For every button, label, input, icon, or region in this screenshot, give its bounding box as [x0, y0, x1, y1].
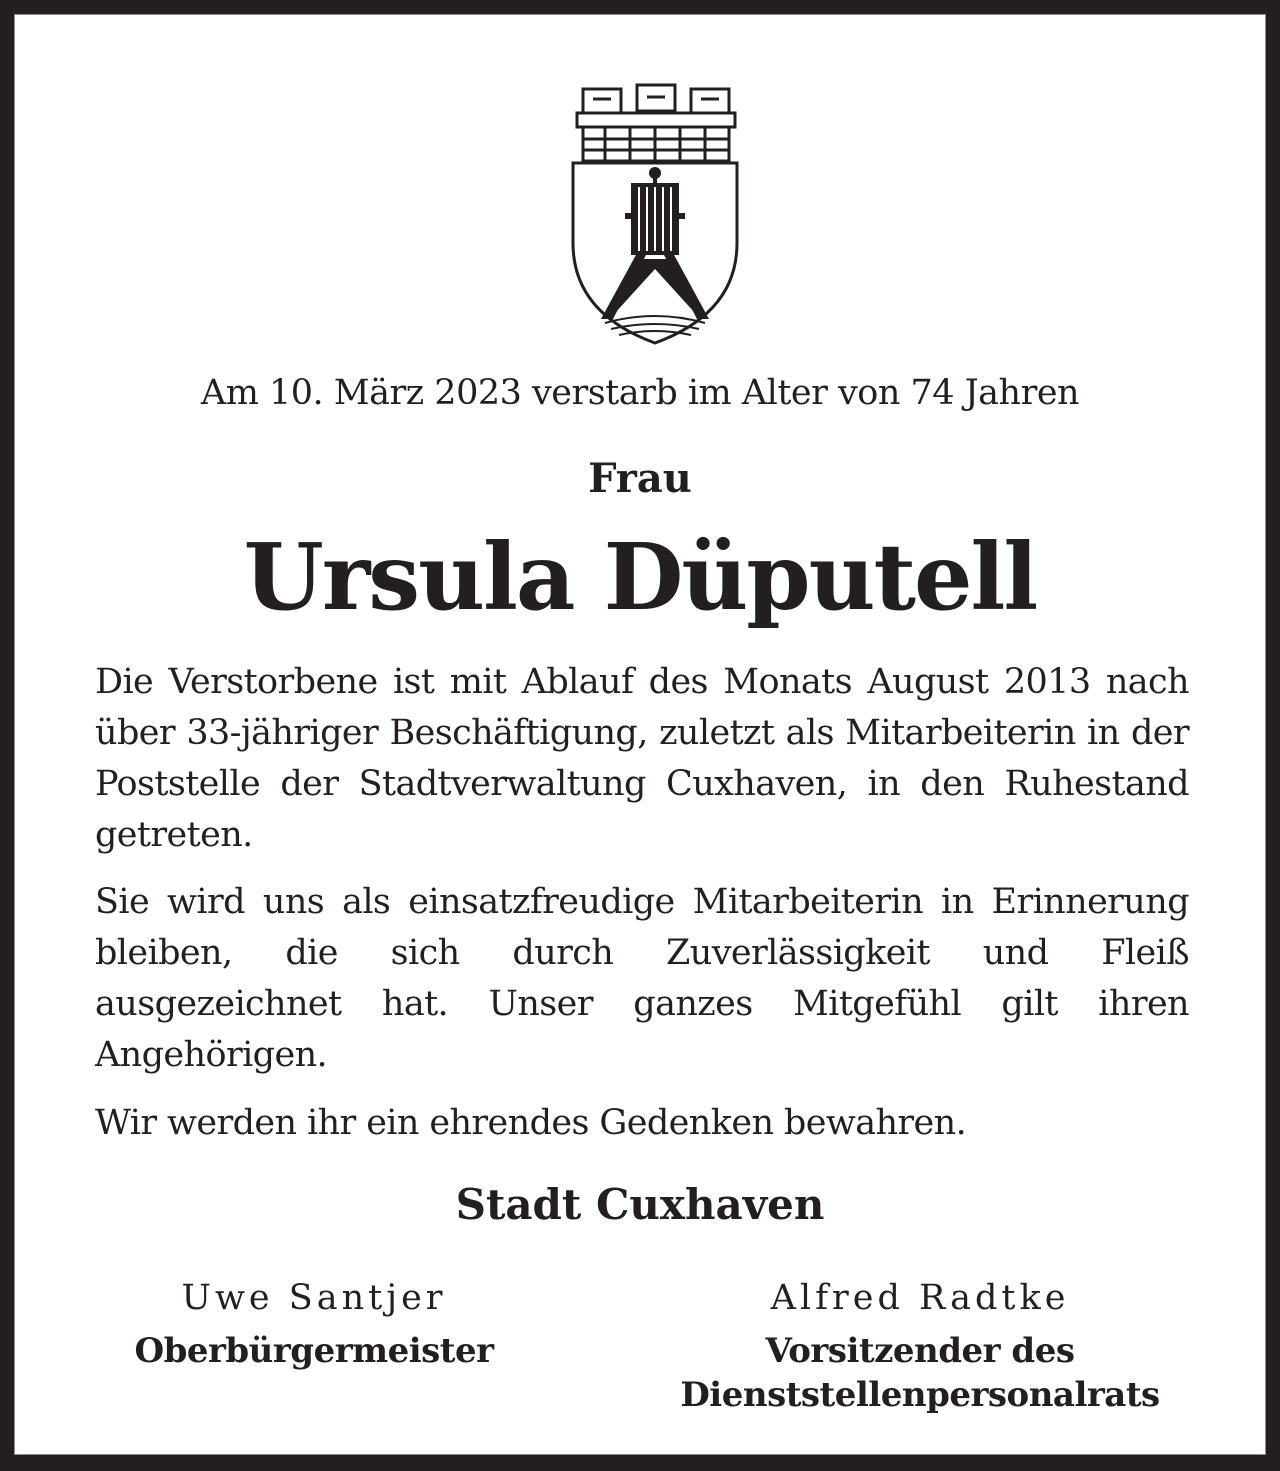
deceased-name: Ursula Düputell: [243, 523, 1037, 631]
salutation: Frau: [588, 455, 692, 502]
obituary-notice: [14, 14, 1266, 1455]
signatory-name: Alfred Radtke: [770, 1278, 1070, 1318]
signatory-mayor: [75, 1273, 553, 1373]
organization-name: Stadt Cuxhaven: [455, 1180, 825, 1229]
signatory-role: Vorsitzender des Dienststellenpersonalrats: [680, 1331, 1160, 1415]
paragraph-remembrance: Sie wird uns als einsatzfreudige Mitarbeiterin in Erinnerung bleiben, die sich durch Zuverlässigkeit und Fleiß ausgezeichnet hat. Unser ganzes Mitgefühl gilt ihren Angehörigen.: [95, 882, 1189, 1075]
paragraph-career: Die Verstorbene ist mit Ablauf des Monats August 2013 nach über 33-jähriger Beschäftigung, zuletzt als Mitarbeiterin in der Poststelle der Stadtverwaltung Cuxhaven, in den Ruhestand getreten.: [95, 662, 1189, 855]
signatory-role: Oberbürgermeister: [134, 1331, 494, 1371]
signatory-name: Uwe Santjer: [181, 1278, 447, 1318]
paragraph-closing: Wir werden ihr ein ehrendes Gedenken bewahren.: [95, 1103, 967, 1143]
death-announcement-line: Am 10. März 2023 verstarb im Alter von 74 Jahren: [200, 373, 1080, 413]
cuxhaven-coat-of-arms-icon: [555, 73, 755, 355]
signatory-council-chair: [635, 1273, 1205, 1417]
